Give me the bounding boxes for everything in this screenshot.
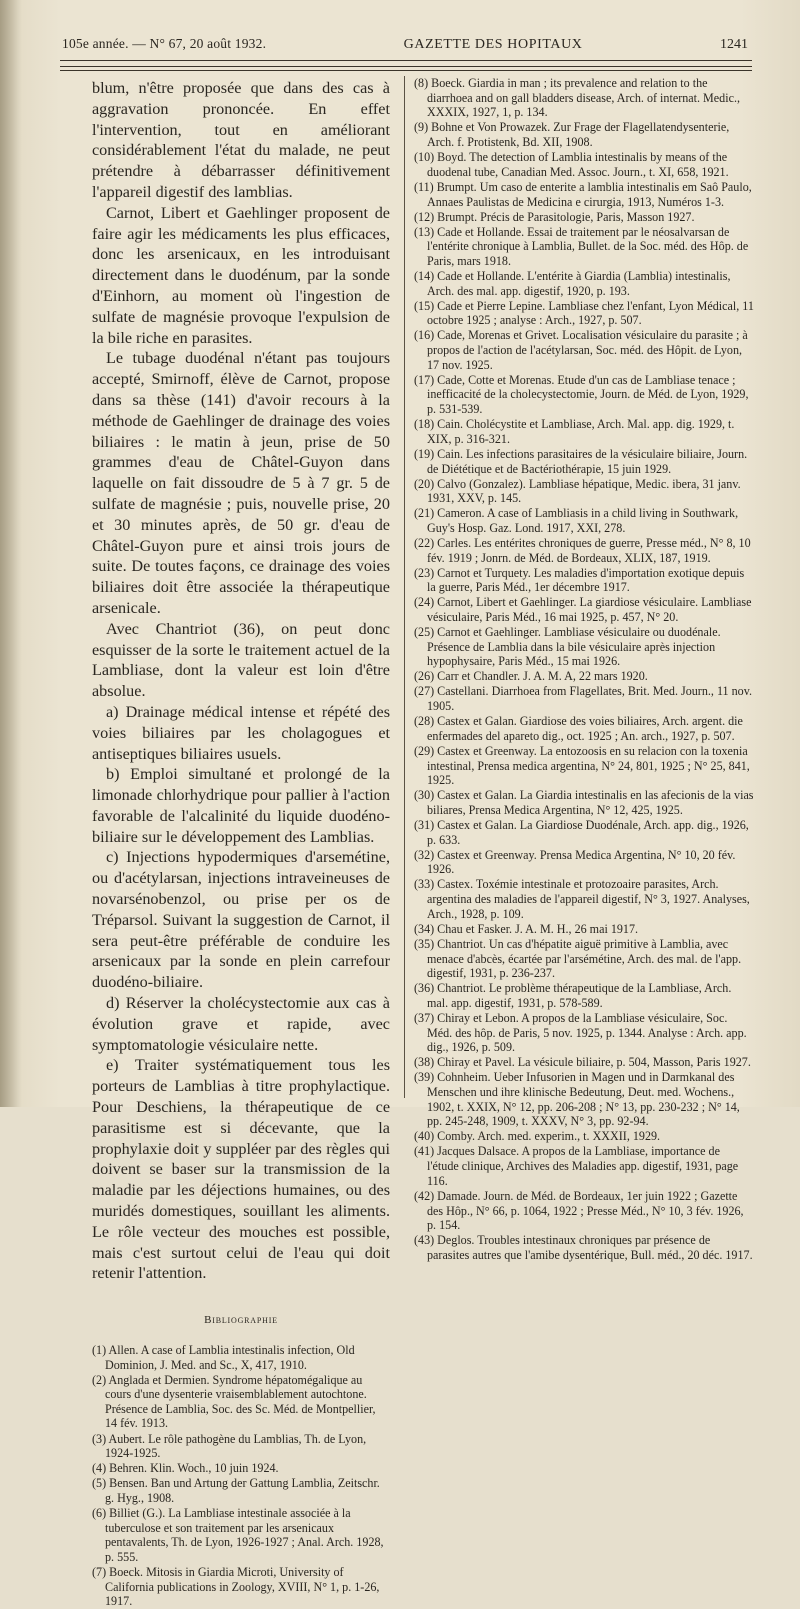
bibliography-entry: (19) Cain. Les infections parasitaires de la vésiculaire biliaire, Journ. de Diététique et de Bactériothérapie, 15 juin 1929. bbox=[414, 446, 748, 476]
bibliography-entry: (23) Carnot et Turquety. Les maladies d'importation exotique depuis la guerre, Paris Méd., 1er décembre 1917. bbox=[414, 565, 745, 595]
bibliography-entry: (11) Brumpt. Um caso de enterite a lamblia intestinalis em Saô Paulo, Annaes Paulistas de Medicina e cirurgia, 1913, Numéros 1-3. bbox=[414, 179, 752, 209]
treatment-item: c) Injections hypodermiques d'arsemétine, ou d'acétylarsan, injections intraveineuses de novarsénobenzol, ou prise per os de Tréparsol. Suivant la suggestion de Carnot, il sera peut-être préférable de conduire les arsenicaux par la sonde en plein carrefour duodéno-biliaire. bbox=[92, 848, 390, 992]
bibliography-entry: (8) Boeck. Giardia in man ; its prevalence and relation to the diarrhoea and on gall bladders disease, Arch. of internat. Medic., XXXIX, 1927, 1, p. 134. bbox=[414, 76, 740, 120]
issue-line: 105e année. — N° 67, 20 août 1932. bbox=[62, 36, 267, 51]
bibliography-entry: (33) Castex. Toxémie intestinale et protozoaire parasites, Arch. argentina des maladies de l'appareil digestif, N° 3, 1927. Analyses, Arch., 1928, p. 109. bbox=[414, 877, 750, 921]
bibliography-entry: (38) Chiray et Pavel. La vésicule biliaire, p. 504, Masson, Paris 1927. bbox=[414, 1055, 751, 1070]
bibliography-entry: (24) Carnot, Libert et Gaehlinger. La giardiose vésiculaire. Lambliase vésiculaire, Paris Méd., 16 mai 1925, p. 457, N° 20. bbox=[414, 595, 752, 625]
bibliography-entry: (41) Jacques Dalsace. A propos de la Lambliase, importance de l'étude clinique, Archives des Maladies app. digestif, 1931, page 116. bbox=[414, 1144, 739, 1188]
bibliography-entry: (26) Carr et Chandler. J. A. M. A, 22 mars 1920. bbox=[414, 669, 648, 684]
bibliography-entry: (42) Damade. Journ. de Méd. de Bordeaux, 1er juin 1922 ; Gazette des Hôp., N° 66, p. 1064, 1922 ; Presse Méd., N° 10, 3 fév. 1926, p. 154. bbox=[414, 1188, 744, 1233]
header-rule bbox=[60, 66, 752, 67]
bibliography-entry: (16) Cade, Morenas et Grivet. Localisation vésiculaire du parasite ; à propos de l'action de l'acétylarsan, Soc. méd. des Hôpit. de Lyon, 17 nov. 1925. bbox=[414, 328, 748, 372]
bibliography-entry: (15) Cade et Pierre Lepine. Lambliase chez l'enfant, Lyon Médical, 11 octobre 1925 ; analyse : Arch., 1927, p. 507. bbox=[414, 298, 754, 328]
bibliography-entry: (27) Castellani. Diarrhoea from Flagellates, Brit. Med. Journ., 11 nov. 1905. bbox=[414, 684, 752, 714]
bibliography-entry: (14) Cade et Hollande. L'entérite à Giardia (Lamblia) intestinalis, Arch. des mal. app. digestif, 1920, p. 193. bbox=[414, 268, 731, 298]
bibliography-entry: (1) Allen. A case of Lamblia intestinalis infection, Old Dominion, J. Med. and Sc., X, 417, 1910. bbox=[92, 1343, 355, 1372]
bibliography-list bbox=[92, 1343, 390, 1609]
bibliography-entry: (28) Castex et Galan. Giardiose des voies biliaires, Arch. argent. die enfermades del apareto dig., oct. 1925 ; An. arch., 1927, p. 507. bbox=[414, 714, 743, 743]
journal-title: GAZETTE DES HOPITAUX bbox=[403, 37, 583, 52]
treatment-item: a) Drainage médical intense et répété des voies biliaires par les cholagogues et antiseptiques biliaires usuels. bbox=[92, 702, 390, 763]
bibliography-entry: (3) Aubert. Le rôle pathogène du Lamblias, Th. de Lyon, 1924-1925. bbox=[92, 1431, 367, 1461]
bibliography-entry: (43) Deglos. Troubles intestinaux chroniques par présence de parasites autres que l'amibe dysentérique, Bull. méd., 20 déc. 1917. bbox=[414, 1233, 753, 1262]
bibliography-entry: (29) Castex et Greenway. La entozoosis en su relacion con la toxenia intestinal, Prensa medica argentina, N° 24, 801, 1925 ; N° 25, 841, 1925. bbox=[414, 743, 750, 788]
bibliography-entry: (40) Comby. Arch. med. experim., t. XXXII, 1929. bbox=[414, 1129, 661, 1144]
bibliography-heading: Bibliographie bbox=[204, 1314, 278, 1327]
bibliography-entry: (34) Chau et Fasker. J. A. M. H., 26 mai 1917. bbox=[414, 921, 639, 936]
bibliography-entry: (37) Chiray et Lebon. A propos de la Lambliase vésiculaire, Soc. Méd. des hôp. de Paris, 5 nov. 1925, p. 1344. Analyse : Arch. app. dig., 1926, p. 509. bbox=[414, 1010, 747, 1055]
bibliography-entry: (2) Anglada et Dermien. Syndrome hépatomégalique au cours d'une dysenterie vraisemblablement autochtone. Présence de Lamblia, Soc. des Sc. Méd. de Montpellier, 14 fév. 1913. bbox=[92, 1372, 376, 1431]
bibliography-entry: (7) Boeck. Mitosis in Giardia Microti, University of California publications in Zoology, XVIII, N° 1, p. 1-26, 1917. bbox=[92, 1564, 380, 1609]
bibliography-entry: (25) Carnot et Gaehlinger. Lambliase vésiculaire ou duodénale. Présence de Lamblia dans la bile vésiculaire après injection hypophysaire, Paris Méd., 15 mai 1926. bbox=[414, 625, 721, 669]
bibliography-entry: (18) Cain. Cholécystite et Lambliase, Arch. Mal. app. dig. 1929, t. XIX, p. 316-321. bbox=[414, 417, 735, 446]
bibliography-entry: (35) Chantriot. Un cas d'hépatite aiguë primitive à Lamblia, avec menace d'abcès, écartée par l'arsémétine, Arch. des mal. de l'app. digestif, 1931, p. 236-237. bbox=[414, 936, 742, 981]
treatment-item: d) Réserver la cholécystectomie aux cas à évolution grave et rapide, avec symptomatologie vésiculaire nette. bbox=[92, 994, 390, 1054]
paragraph: Le tubage duodénal n'étant pas toujours accepté, Smirnoff, élève de Carnot, propose dans sa thèse (141) d'avoir recours à la méthode de Gaehlinger de drainage des voies biliaires : le matin à jeun, prise de 50 grammes d'eau de Châtel-Guyon dans laquelle on fait dissoudre de 5 à 7 gr. 5 de sulfate de magnésie ; puis, nouvelle prise, 20 et 30 minutes après, de 50 gr. d'eau de Châtel-Guyon pure et ainsi trois jours de suite. De toutes façons, ce drainage des voies biliaires doit être associée la thérapeutique arsenicale. bbox=[92, 349, 390, 617]
bibliography-entry: (10) Boyd. The detection of Lamblia intestinalis by means of the duodenal tube, Canadian Med. Assoc. Journ., t. XI, 658, 1921. bbox=[414, 150, 729, 179]
bibliography-entry: (13) Cade et Hollande. Essai de traitement par le néosalvarsan de l'entérite chronique à Lamblia, Bullet. de la Soc. méd. des Hôp. de Paris, mars 1918. bbox=[414, 224, 749, 268]
header-rule bbox=[60, 60, 752, 61]
bibliography-entry: (20) Calvo (Gonzalez). Lambliase hépatique, Medic. ibera, 31 janv. 1931, XXV, p. 145. bbox=[414, 476, 741, 506]
bibliography-entry: (21) Cameron. A case of Lambliasis in a child living in Southwark, Guy's Hosp. Gaz. Lond. 1917, XXI, 278. bbox=[414, 506, 739, 535]
bibliography-entry: (22) Carles. Les entérites chroniques de guerre, Presse méd., N° 8, 10 fév. 1919 ; Jonrn. de Méd. de Bordeaux, XLIX, 187, 1919. bbox=[414, 535, 751, 565]
right-column bbox=[414, 76, 754, 1263]
bibliography-entry: (12) Brumpt. Précis de Parasitologie, Paris, Masson 1927. bbox=[414, 209, 695, 224]
treatment-item: b) Emploi simultané et prolongé de la limonade chlorhydrique pour pallier à l'action favorable de l'alcalinité du liquide duodéno-biliaire sur le développement des Lamblias. bbox=[92, 765, 390, 846]
paragraph: Avec Chantriot (36), on peut donc esquisser de la sorte le traitement actuel de la Lambliase, dont la valeur est loin d'être absolue. bbox=[92, 619, 390, 701]
running-head bbox=[62, 36, 748, 58]
column-divider bbox=[404, 76, 405, 1098]
bibliography-entry: (9) Bohne et Von Prowazek. Zur Frage der Flagellatendysenterie, Arch. f. Protistenk, Bd. XII, 1908. bbox=[414, 120, 730, 150]
bibliography-entry: (39) Cohnheim. Ueber Infusorien in Magen und in Darmkanal des Menschen und ihre klinische Bedeutung, Deut. med. Wochens., 1902, t. XXIX, N° 12, pp. 206-208 ; N° 13, pp. 230-232 ; N° 14, pp. 245-248, 1909, t. XXXV, N° 3, pp. 92-94. bbox=[414, 1070, 740, 1129]
page-number: 1241 bbox=[720, 37, 748, 52]
bibliography-entry: (6) Billiet (G.). La Lambliase intestinale associée à la tuberculose et son traitement par les arsenicaux pentavalents, Th. de Lyon, 1926-1927 ; Anal. Arch. 1928, p. 555. bbox=[92, 1506, 384, 1564]
bibliography-entry: (36) Chantriot. Le problème thérapeutique de la Lambliase, Arch. mal. app. digestif, 1931, p. 578-589. bbox=[414, 981, 732, 1010]
paragraph: blum, n'être proposée que dans des cas à aggravation prononcée. En effet l'intervention, tout en améliorant considérablement l'état du malade, ne peut prétendre à débarrasser définitivement l'appareil digestif des lamblias. bbox=[92, 79, 390, 201]
bibliography-entry: (4) Behren. Klin. Woch., 10 juin 1924. bbox=[92, 1461, 279, 1476]
paragraph: Carnot, Libert et Gaehlinger proposent de faire agir les médicaments les plus efficaces, donc les arsenicaux, en les introduisant directement dans le duodénum, par la sonde d'Einhorn, au moment où l'ingestion de sulfate de magnésie provoque l'expulsion de la bile riche en parasites. bbox=[92, 203, 390, 347]
bibliography-entry: (17) Cade, Cotte et Morenas. Etude d'un cas de Lambliase tenace ; inefficacité de la cholecystectomie, Journ. de Méd. de Lyon, 1929, p. 531-539. bbox=[414, 372, 749, 417]
left-column bbox=[92, 78, 390, 1609]
bibliography-entry: (32) Castex et Greenway. Prensa Medica Argentina, N° 10, 20 fév. 1926. bbox=[414, 847, 736, 877]
bibliography-entry: (31) Castex et Galan. La Giardiose Duodénale, Arch. app. dig., 1926, p. 633. bbox=[414, 817, 749, 847]
header-rule bbox=[60, 70, 752, 71]
binding-shadow bbox=[0, 0, 22, 1107]
bibliography-entry: (30) Castex et Galan. La Giardia intestinalis en las afecionis de la vias biliares, Prensa Medica Argentina, N° 12, 425, 1925. bbox=[414, 788, 754, 817]
treatment-item: e) Traiter systématiquement tous les porteurs de Lamblias à titre prophylactique. Pour Deschiens, la thérapeutique de ce parasitisme est si décevante, que la prophylaxie doit y suppléer par des règles qui doivent se baser sur la transmission de la maladie par les déjections humaines, ou des muridés domestiques, souillant les aliments. Le rôle vecteur des mouches est possible, mais c'est surtout celui de l'eau qui doit retenir l'attention. bbox=[92, 1056, 390, 1283]
bibliography-entry: (5) Bensen. Ban und Artung der Gattung Lamblia, Zeitschr. g. Hyg., 1908. bbox=[92, 1476, 380, 1505]
